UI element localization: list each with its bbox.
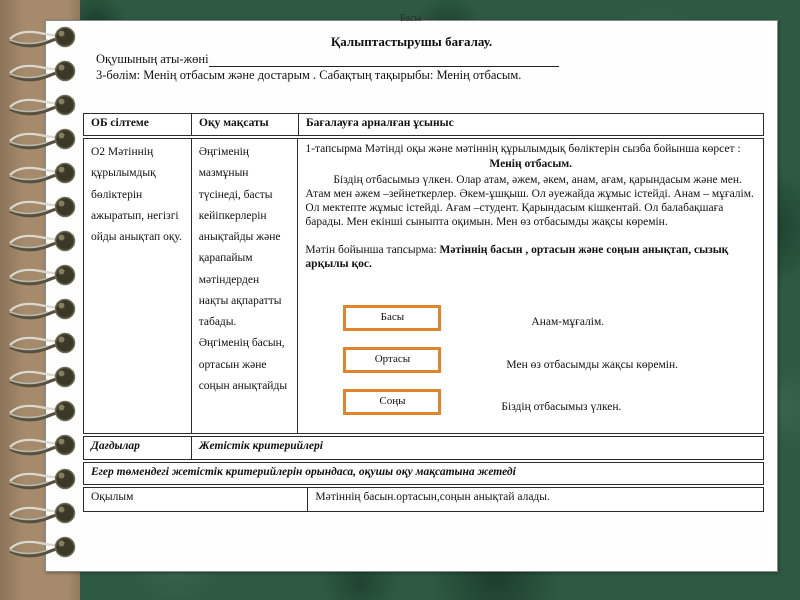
match-answer-2: Мен өз отбасымды жақсы көремін. [506, 359, 678, 371]
task-instruction-line [305, 243, 756, 272]
structure-button-beginning[interactable]: Басы [343, 305, 441, 331]
student-name-line [96, 52, 736, 67]
task-label: Мәтін бойынша тапсырма: [305, 243, 437, 256]
story-text: Біздің отбасымыз үлкен. Олар атам, әжем, әкем, анам, ағам, қарындасым және мен. Атам мен әжем –зейнеткерлер. Әкем-ұшқыш. Ол әуежайда жұмыс істейді. Анам – мұғалім. Ол мектепте жұмыс істейді. Ағам –студент. Қарындасым кішкентай. Ол балабақшаға барады. Мен екінші сыныпта оқимын. Мен өз отбасымды жақсы көремін. [305, 173, 754, 229]
story-title: Менің отбасым. [489, 158, 573, 171]
col-header-reference: ОБ сілтеме [84, 114, 192, 135]
table-header-row [83, 113, 764, 136]
assessment-table [83, 113, 764, 512]
objective-paragraph-1: Әңгіменің мазмұнын түсінеді, басты кейіпкерлерін анықтайды және қарапайым мәтіндерден нақты ақпаратты табады. [198, 146, 282, 329]
condition-text: Егер төмендегі жетістік критерийлерін орындаса, оқушы оқу мақсатына жетеді [91, 466, 516, 478]
objective-paragraph-2: Әңгіменің басын, ортасын және соңын анықтайды [198, 337, 288, 392]
table-reading-row [83, 487, 764, 512]
table-condition-row [83, 462, 764, 485]
task-instruction: Мәтіннің басын , ортасын және соңын анықтап, сызық арқылы қос. [305, 243, 729, 270]
student-name-blank [209, 53, 559, 67]
slide-top-label: Басы [399, 13, 422, 24]
skill-name: Оқылым [84, 488, 308, 511]
table-skills-row [83, 436, 764, 460]
student-name-label: Оқушының аты-жөні [96, 52, 209, 66]
skill-criteria: Мәтіннің басын.ортасын,соңын анықтай алады. [315, 491, 550, 503]
table-main-row [83, 138, 764, 434]
match-answer-1: Анам-мұғалім. [531, 316, 605, 328]
criteria-header: Жетістік критерийлері [199, 440, 323, 452]
task-intro: 1-тапсырма Мәтінді оқы және мәтіннің құрылымдық бөліктерін сызба бойынша көрсет : [305, 143, 741, 155]
match-answer-3: Біздің отбасымыз үлкен. [501, 401, 622, 413]
worksheet-page [45, 20, 778, 572]
section-topic-line: 3-бөлім: Менің отбасым және достарым . Сабақтың тақырыбы: Менің отбасым. [96, 68, 522, 82]
structure-button-middle[interactable]: Ортасы [343, 347, 441, 373]
cell-objective [192, 139, 299, 433]
structure-button-end[interactable]: Соңы [343, 389, 441, 415]
cell-reference: О2 Мәтіннің құрылымдық бөліктерін ажыратып, негізгі ойды анықтап оқу. [84, 139, 192, 433]
col-header-recommendation: Бағалауға арналған ұсыныс [306, 117, 454, 129]
page-title: Қалыптастырушы бағалау. [330, 34, 493, 49]
col-header-objective: Оқу мақсаты [192, 114, 299, 135]
cell-task [298, 139, 763, 433]
skills-label: Дағдылар [84, 437, 192, 459]
